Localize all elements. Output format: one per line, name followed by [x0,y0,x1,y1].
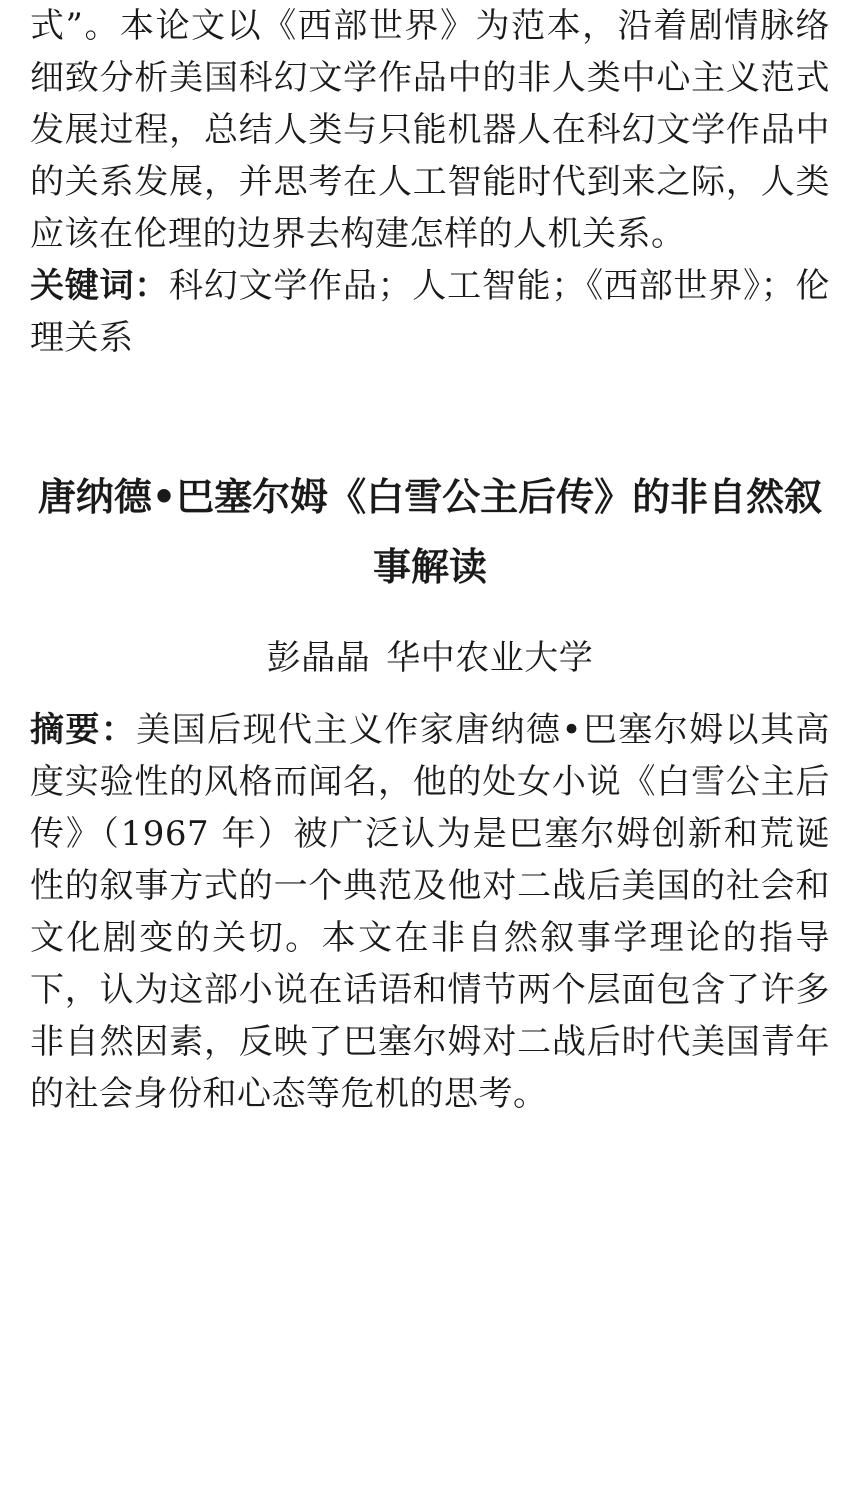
abstract-label: 摘要： [30,710,137,750]
keywords-text: 科幻文学作品；人工智能；《西部世界》；伦理关系 [30,266,831,358]
keywords-label: 关键词： [30,266,170,306]
document-page [30,0,830,1120]
author-line [30,632,830,684]
previous-abstract-tail: 式”。本论文以《西部世界》为范本，沿着剧情脉络细致分析美国科幻文学作品中的非人类中心主义范式发展过程，总结人类与只能机器人在科幻文学作品中的关系发展，并思考在人工智能时代到来之际，人类应该在伦理的边界去构建怎样的人机关系。 [30,6,830,254]
article-title: 唐纳德•巴塞尔姆《白雪公主后传》的非自然叙事解读 [37,475,823,589]
author-name: 彭晶晶 [266,638,371,678]
abstract-text: 美国后现代主义作家唐纳德•巴塞尔姆以其高度实验性的风格而闻名，他的处女小说《白雪公主后传》（1967 年）被广泛认为是巴塞尔姆创新和荒诞性的叙事方式的一个典范及他对二战后美国的社会和文化剧变的关切。本文在非自然叙事学理论的指导下，认为这部小说在话语和情节两个层面包含了许多非自然因素，反映了巴塞尔姆对二战后时代美国青年的社会身份和心态等危机的思考。 [30,710,831,1114]
abstract-paragraph [30,704,830,1120]
keywords-paragraph [30,260,830,364]
author-affiliation: 华中农业大学 [386,638,594,678]
